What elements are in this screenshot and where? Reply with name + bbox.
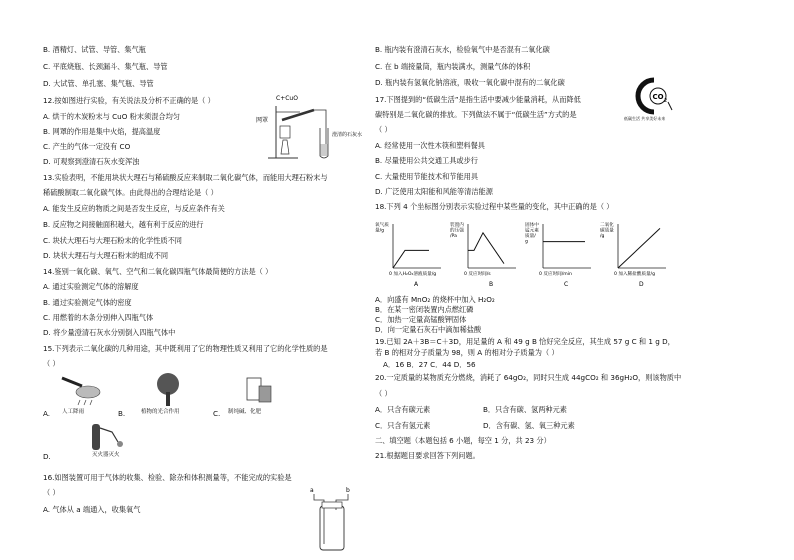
option-line: A．向盛有 MnO₂ 的烧杯中加入 H₂O₂ bbox=[375, 295, 495, 304]
option-line: D. 广泛使用太阳能和风能等清洁能源 bbox=[375, 187, 493, 196]
caption: 制纯碱、化肥 bbox=[228, 409, 262, 415]
svg-text:a: a bbox=[310, 487, 314, 494]
chart-c bbox=[525, 221, 591, 288]
option-line: A．只含有碳元素 bbox=[375, 405, 431, 414]
svg-text:C+CuO: C+CuO bbox=[276, 95, 298, 102]
option-line: B．只含有碳、氢两种元素 bbox=[483, 405, 567, 414]
y-axis-label: 二氧化碳质量/g bbox=[600, 223, 614, 239]
caption: 灭火器灭火 bbox=[92, 452, 120, 458]
question-21: 21.根据题目要求回答下列问题。 bbox=[375, 451, 480, 460]
option-line: A. 气体从 a 端通入，收集氧气 bbox=[43, 505, 141, 514]
series-line bbox=[618, 228, 660, 268]
option-line: A. 能发生反应的物质之间是否发生反应，与反应条件有关 bbox=[43, 204, 225, 213]
svg-text:网罩: 网罩 bbox=[256, 117, 269, 124]
question-20: 20.一定质量的某物质充分燃烧，消耗了 64gO₂，同时只生成 44gCO₂ 和 36gH₂O，则该物质中 bbox=[375, 373, 682, 382]
option-line: A. 烘干的木炭粉末与 CuO 粉末须混合均匀 bbox=[43, 112, 180, 121]
x-axis-label: 0 反应时间/min bbox=[539, 272, 572, 277]
option-line: D. 可观察到澄清石灰水变浑浊 bbox=[43, 157, 140, 166]
option-line: B. 反应物之间接触面积越大，越有利于反应的进行 bbox=[43, 220, 204, 229]
option-line: D. 瓶内装有氢氧化钠溶液，吸收一氧化碳中混有的二氧化碳 bbox=[375, 78, 565, 87]
option-line: B. 通过实验测定气体的密度 bbox=[43, 298, 132, 307]
gas-washing-bottle-figure bbox=[308, 484, 354, 552]
option-line: B．在某一密闭装置内点燃红磷 bbox=[375, 305, 474, 314]
question-20-paren: （ ） bbox=[375, 389, 392, 398]
question-13-cont: 稀硫酸制取二氧化碳气体。由此得出的合理结论是（ ） bbox=[43, 188, 218, 197]
section-heading: 二、填空题（本题包括 6 小题，每空 1 分，共 23 分） bbox=[375, 436, 551, 445]
artificial-rain-picture bbox=[56, 370, 104, 406]
question-16: 16.如图装置可用于气体的收集、检验、除杂和体积测量等，不能完成的实验是 bbox=[43, 473, 292, 482]
caption: 植物的光合作用 bbox=[141, 409, 180, 415]
x-axis-label: 0 加入H₂O₂溶液质量/g bbox=[389, 272, 437, 277]
svg-text:澄清的石灰水: 澄清的石灰水 bbox=[332, 132, 363, 138]
caption: 人工降雨 bbox=[62, 409, 85, 415]
option-line: C．加热一定量高锰酸钾固体 bbox=[375, 315, 467, 324]
series-line bbox=[468, 233, 504, 264]
option-line: C. 大量使用节能技术和节能用具 bbox=[375, 172, 479, 181]
option-line: A. 经常使用一次性木筷和塑料餐具 bbox=[375, 141, 485, 150]
option-line: C. 用燃着的木条分别伸入四瓶气体 bbox=[43, 313, 154, 322]
svg-text:2: 2 bbox=[664, 98, 668, 104]
option-label: D. bbox=[43, 452, 51, 461]
question-18-charts bbox=[375, 216, 675, 290]
x-axis-label: 0 加入稀盐酸质量/g bbox=[614, 272, 656, 277]
option-label: A. bbox=[43, 409, 51, 418]
question-16-paren: （ ） bbox=[43, 488, 60, 497]
question-17-paren: （ ） bbox=[375, 125, 392, 134]
option-line: D．向一定量石灰石中滴加稀盐酸 bbox=[375, 325, 482, 334]
y-axis-label: 固体中锰元素质量/ g bbox=[525, 223, 539, 245]
question-17: 17.下图提到的“低碳生活”是指生活中要减少能量消耗，从而降低 bbox=[375, 95, 581, 104]
option-line: C．只含有氢元素 bbox=[375, 421, 431, 430]
option-line: C. 块状大理石与大理石粉末的化学性质不同 bbox=[43, 236, 182, 245]
chart-letter: D bbox=[639, 281, 644, 288]
chart-letter: C bbox=[564, 281, 569, 288]
low-carbon-logo bbox=[624, 74, 688, 122]
chart-d bbox=[600, 221, 666, 288]
fertilizer-bag-picture bbox=[243, 376, 275, 406]
svg-text:CO: CO bbox=[652, 93, 664, 101]
option-line: D．含有碳、氢、氧三种元素 bbox=[483, 421, 575, 430]
question-12: 12.按如图进行实验，有关说法及分析不正确的是（ ） bbox=[43, 96, 215, 105]
question-18: 18.下列 4 个坐标图分别表示实验过程中某些量的变化，其中正确的是（ ） bbox=[375, 202, 614, 211]
option-line: C. 产生的气体一定没有 CO bbox=[43, 142, 131, 151]
chart-a bbox=[375, 221, 441, 288]
question-15-paren: （ ） bbox=[43, 359, 60, 368]
question-17-cont: 碳特别是二氧化碳的排放。下列做法不属于“低碳生活”方式的是 bbox=[375, 110, 577, 119]
series-line bbox=[393, 250, 429, 268]
question-13: 13.实验表明，不能用块状大理石与稀硫酸反应来制取二氧化碳气体，而能用大理石粉末与 bbox=[43, 173, 328, 182]
option-label: C. bbox=[213, 409, 221, 418]
svg-text:低碳生活 共享美好未来: 低碳生活 共享美好未来 bbox=[624, 116, 666, 121]
y-axis-label: 氧气质量/g bbox=[375, 223, 389, 234]
x-axis-label: 0 反应时间/s bbox=[464, 272, 491, 277]
question-14: 14.鉴别一氧化碳、氧气、空气和二氧化碳四瓶气体最简便的方法是（ ） bbox=[43, 267, 273, 276]
option-label: B. bbox=[118, 409, 126, 418]
option-line: C. 平底烧瓶、长颈漏斗、集气瓶、导管 bbox=[43, 62, 168, 71]
question-19-options: A．16 B．27 C．44 D．56 bbox=[383, 360, 476, 369]
photosynthesis-tree-picture bbox=[148, 372, 188, 408]
option-line: C. 在 b 端接量筒，瓶内装满水，测量气体的体积 bbox=[375, 62, 531, 71]
y-axis-label: 装置内的压强/Pa bbox=[450, 223, 464, 239]
option-line: B. 尽量使用公共交通工具或步行 bbox=[375, 156, 478, 165]
svg-text:b: b bbox=[346, 487, 350, 494]
option-line: D. 块状大理石与大理石粉末的组成不同 bbox=[43, 251, 169, 260]
chart-letter: B bbox=[489, 281, 494, 288]
option-line: B. 网罩的作用是集中火焰，提高温度 bbox=[43, 127, 161, 136]
option-line: B. 酒精灯、试管、导管、集气瓶 bbox=[43, 45, 146, 54]
question-19-cont: 若 B 的相对分子质量为 98，则 A 的相对分子质量为（ ） bbox=[375, 348, 559, 357]
option-line: D. 大试管、单孔塞、集气瓶、导管 bbox=[43, 79, 154, 88]
question-15: 15.下列表示二氧化碳的几种用途，其中既利用了它的物理性质又利用了它的化学性质的是 bbox=[43, 344, 328, 353]
option-line: B. 瓶内装有澄清石灰水，检验氧气中是否混有二氧化碳 bbox=[375, 45, 550, 54]
chart-letter: A bbox=[414, 281, 419, 288]
fire-extinguisher-picture bbox=[86, 422, 128, 452]
question-19: 19.已知 2A＋3B＝C＋3D，用足量的 A 和 49 g B 恰好完全反应，其生成 57 g C 和 1 g D， bbox=[375, 337, 675, 346]
carbon-reduction-apparatus-figure bbox=[254, 92, 363, 162]
option-line: A. 通过实验测定气体的溶解度 bbox=[43, 282, 139, 291]
chart-b bbox=[450, 221, 516, 288]
option-line: D. 将少量澄清石灰水分别倒入四瓶气体中 bbox=[43, 328, 176, 337]
